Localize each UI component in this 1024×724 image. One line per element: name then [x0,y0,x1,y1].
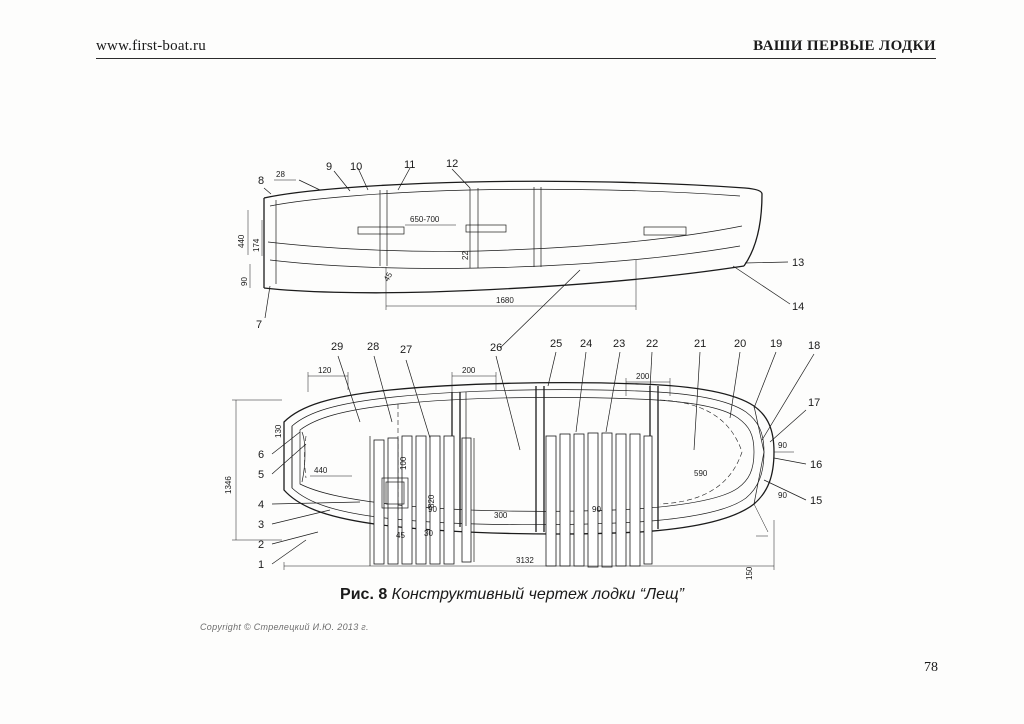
dim-200-right: 200 [636,372,650,381]
callout-23: 23 [613,338,626,350]
dim-3132: 3132 [516,556,534,565]
dim-45-plan: 45 [396,531,405,540]
callout-27: 27 [400,344,413,356]
dim-90-left: 90 [428,505,437,514]
dim-28: 28 [276,170,285,179]
drawing-canvas [0,70,1024,580]
callout-22: 22 [646,338,659,350]
page-number: 78 [924,660,938,675]
floor-planks-left [374,436,471,564]
dim-150: 150 [745,566,754,580]
callout-18: 18 [808,340,821,352]
page-header [96,38,936,64]
dim-90: 90 [240,277,249,286]
callout-28: 28 [367,341,380,353]
callout-19: 19 [770,338,783,350]
header-divider [96,58,936,59]
callout-13: 13 [792,257,805,269]
side-view-group [237,158,804,348]
dim-45: 45 [381,270,395,283]
callout-12: 12 [446,158,459,170]
callout-29: 29 [331,341,344,353]
callout-26: 26 [490,342,503,354]
dim-440: 440 [237,234,246,248]
callout-4: 4 [258,499,265,511]
copyright-notice: Copyright © Стрелецкий И.Ю. 2013 г. [200,622,369,632]
callout-15: 15 [810,495,823,507]
dim-100: 100 [399,456,408,470]
callout-25: 25 [550,338,563,350]
dim-300: 300 [494,511,508,520]
technical-drawing [0,70,1024,580]
figure-number: Рис. 8 [340,586,388,603]
dim-650-700: 650-700 [410,215,440,224]
callout-6: 6 [258,449,265,461]
dim-90-bow: 90 [778,441,787,450]
dim-1680: 1680 [496,296,514,305]
callout-10: 10 [350,161,363,173]
callout-21: 21 [694,338,707,350]
callout-9: 9 [326,161,333,173]
dim-120: 120 [318,366,332,375]
dim-130: 130 [274,424,283,438]
site-url: www.first-boat.ru [96,38,206,54]
callout-20: 20 [734,338,747,350]
dim-200-left: 200 [462,366,476,375]
dim-90-mid: 90 [592,505,601,514]
callout-1: 1 [258,559,265,571]
callout-24: 24 [580,338,593,350]
chapter-title: ВАШИ ПЕРВЫЕ ЛОДКИ [753,38,936,54]
dim-1346: 1346 [224,476,233,494]
callout-16: 16 [810,459,823,471]
figure-caption-text: Конструктивный чертеж лодки “Лещ” [387,586,684,603]
dim-22: 22 [461,251,470,260]
callout-8: 8 [258,175,265,187]
callout-11: 11 [404,159,416,171]
dim-440: 440 [314,466,328,475]
callout-7: 7 [256,319,263,331]
dim-820: 820 [427,494,436,508]
dim-30: 30 [424,529,433,538]
callout-5: 5 [258,469,265,481]
dim-590: 590 [694,469,708,478]
callout-2: 2 [258,539,265,551]
floor-planks-middle [546,433,652,567]
figure-caption [0,586,1024,604]
plan-view-group [224,338,822,580]
callout-14: 14 [792,301,805,313]
dim-90-right: 90 [778,491,787,500]
dim-174: 174 [252,238,261,252]
callout-3: 3 [258,519,265,531]
callout-17: 17 [808,397,821,409]
